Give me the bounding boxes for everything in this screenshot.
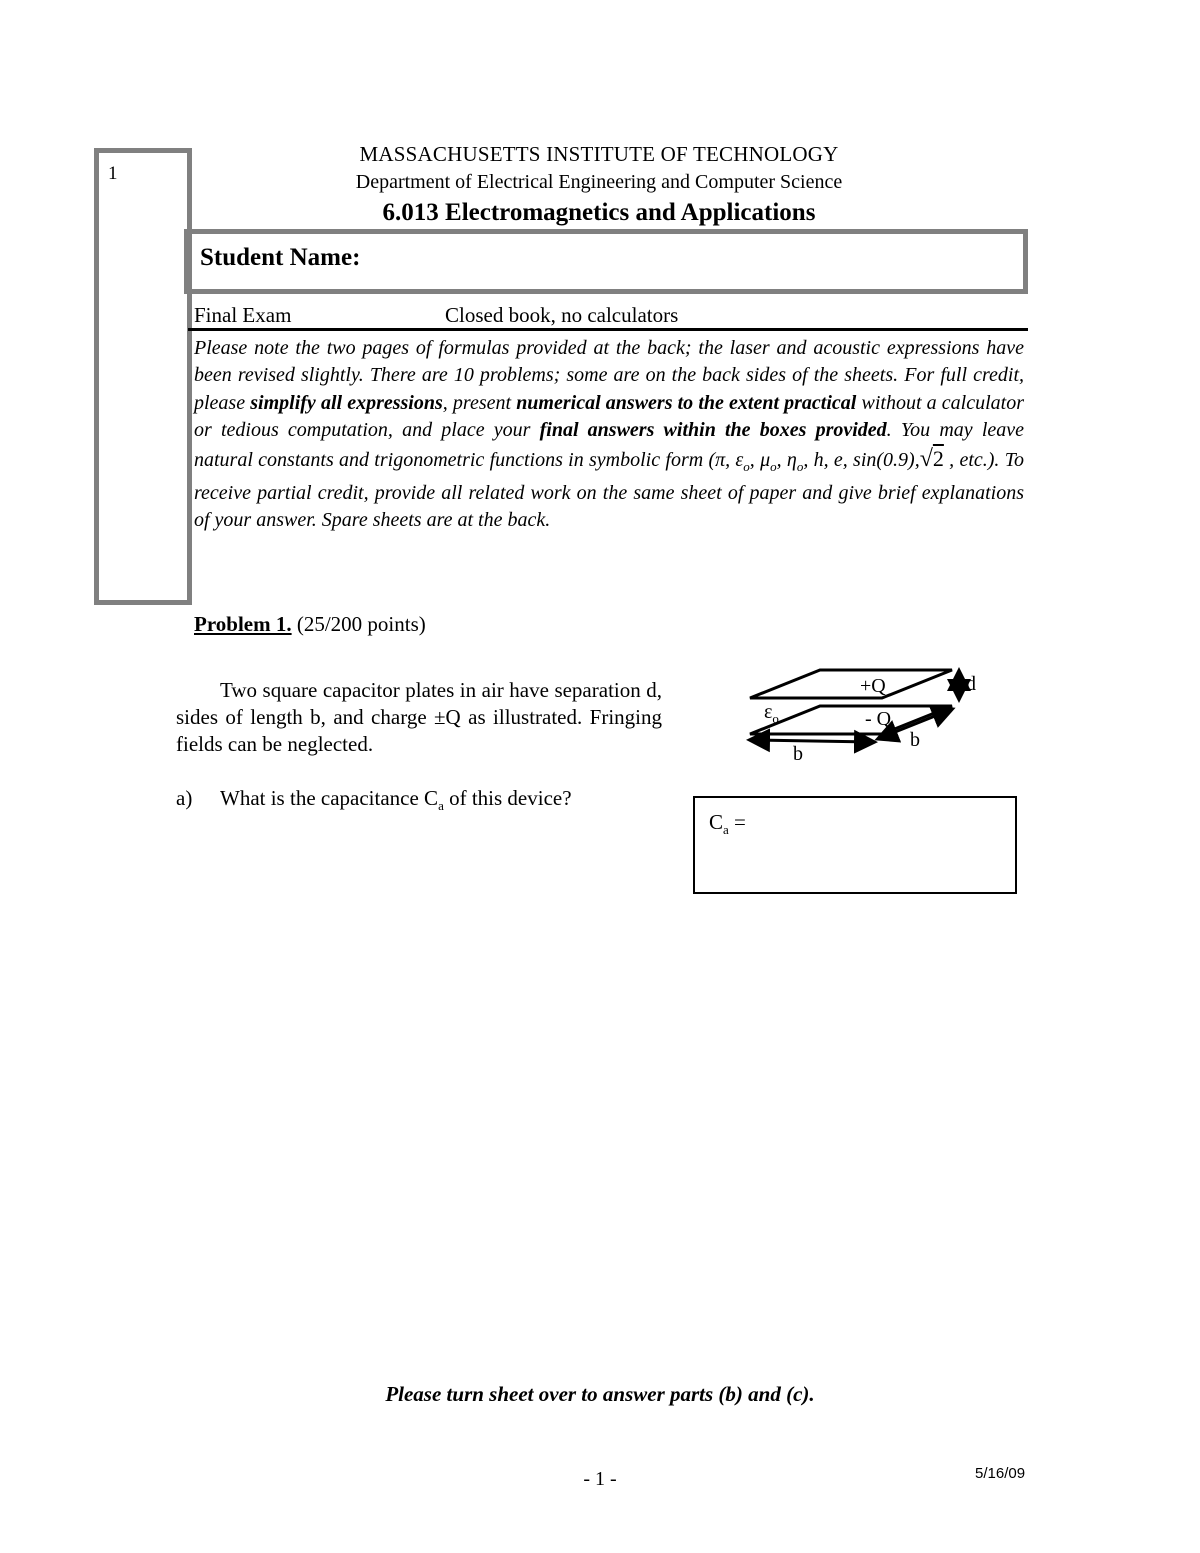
- top-plate: [750, 670, 952, 698]
- answer-label-ca: $C_a$ =: [709, 810, 746, 838]
- capacitor-figure: [740, 660, 990, 770]
- part-a-letter: a): [176, 786, 193, 810]
- bottom-charge-label: - Q: [865, 708, 892, 730]
- course-title: 6.013 Electromagnetics and Applications: [382, 199, 816, 226]
- separation-label: d: [966, 673, 976, 695]
- exam-type: Final Exam: [194, 303, 292, 327]
- permittivity-label: $\varepsilon_o$: [764, 701, 779, 726]
- page-number: - 1 -: [583, 1468, 617, 1490]
- sqrt-symbol: √: [919, 445, 933, 472]
- exam-rules: Closed book, no calculators: [445, 303, 679, 327]
- revision-date: 5/16/09: [975, 1465, 1026, 1482]
- department-name: Department of Electrical Engineering and Computer Science: [355, 171, 843, 193]
- part-a-question: What is the capacitance $C_a$ of this device?: [220, 786, 572, 814]
- score-box: [94, 148, 192, 605]
- right-side-label: b: [910, 729, 920, 751]
- top-charge-label: +Q: [860, 675, 886, 697]
- divider-line: [188, 328, 1028, 331]
- problem-title: Problem 1. (25/200 points): [194, 612, 426, 636]
- student-name-label: Student Name:: [200, 244, 361, 271]
- institution-name: MASSACHUSETTS INSTITUTE OF TECHNOLOGY: [359, 142, 839, 166]
- turn-over-note: Please turn sheet over to answer parts (b) and (c).: [385, 1382, 815, 1406]
- front-side-label: b: [793, 743, 803, 765]
- problem-text: Two square capacitor plates in air have separation d, sides of length b, and charge ±Q as illustrated. Fringing fields can be neglected.: [176, 678, 662, 756]
- score-number: 1: [108, 163, 118, 184]
- front-side-arrow: [752, 740, 872, 742]
- instructions-paragraph: Please note the two pages of formulas provided at the back; the laser and acoustic expressions have been revised slightly. There are 10 problems; some are on the back sides of the sheets. For full credit, please simplify all expressions, present numerical answers to the extent practical without a calculator or tedious computation, and place your final answers within the boxes provided. You may leave natural constants and trigonometric functions in symbolic form (π, $\varepsilon_o$, $\mu_o$, $\eta_o$, h, e, sin(0.9),√2 , etc.). To receive partial credit, provide all related work on the same sheet of paper and give brief explanations of your answer. Spare sheets are at the back.: [194, 337, 1025, 532]
